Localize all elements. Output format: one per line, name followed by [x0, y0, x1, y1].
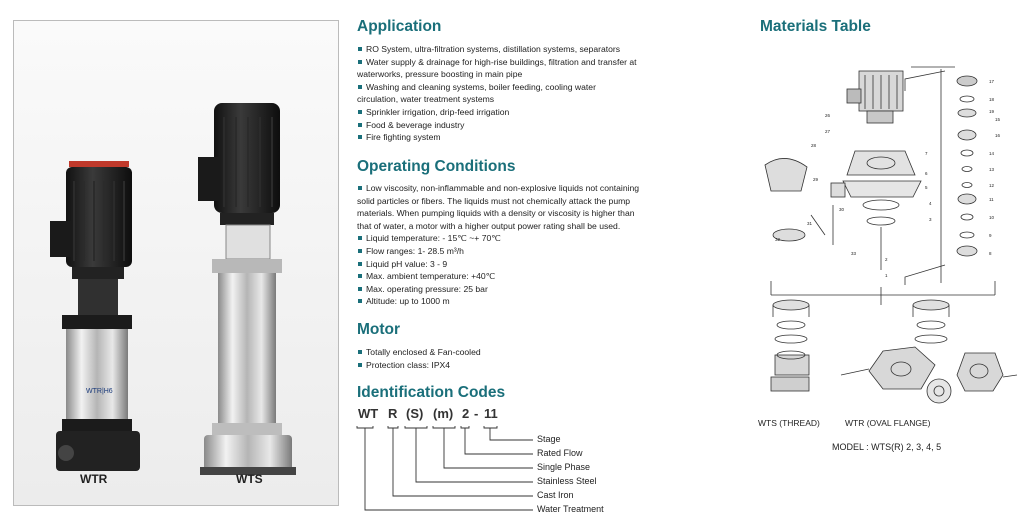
part-number-label: 8	[989, 251, 992, 256]
list-item: Max. operating pressure: 25 bar	[357, 283, 702, 296]
part-number-label: 10	[989, 215, 995, 220]
application-list	[357, 43, 702, 144]
list-item: RO System, ultra-filtration systems, distillation systems, separators	[357, 43, 702, 56]
operating-title: Operating Conditions	[357, 158, 516, 175]
list-item: Liquid temperature: - 15℃ ~+ 70℃	[357, 232, 702, 245]
identification-title: Identification Codes	[357, 384, 506, 401]
list-item: Water supply & drainage for high-rise buildings, filtration and transfer at	[357, 56, 702, 69]
part-number-label: 14	[989, 151, 995, 156]
motor-title: Motor	[357, 321, 401, 338]
part-number-label: 13	[989, 167, 995, 172]
list-item: Liquid pH value: 3 - 9	[357, 258, 702, 271]
part-number-label: 17	[989, 79, 995, 84]
caption-wtr-oval-flange: WTR (OVAL FLANGE)	[845, 418, 931, 428]
part-number-label: 30	[839, 207, 845, 212]
label-single-phase: Single Phase	[537, 462, 591, 472]
part-number-label: 28	[811, 143, 817, 148]
code-r: R	[388, 406, 398, 421]
part-number-label: 26	[825, 113, 831, 118]
list-item: Fire fighting system	[357, 131, 702, 144]
part-number-label: 12	[989, 183, 995, 188]
wts-label: WTS	[236, 472, 263, 486]
part-number-label: 1	[885, 273, 888, 278]
part-number-label: 31	[807, 221, 813, 226]
materials-title: Materials Table	[760, 18, 871, 35]
part-number-label: 2	[885, 257, 888, 262]
part-number-label: 16	[995, 133, 1001, 138]
part-number-label: 15	[995, 117, 1001, 122]
list-item-continuation: circulation, water treatment systems	[357, 94, 495, 105]
list-item: Washing and cleaning systems, boiler feeding, cooling water	[357, 81, 702, 94]
part-number-label: 3	[929, 217, 932, 222]
list-item: Altitude: up to 1000 m	[357, 295, 702, 308]
code-stage: 11	[484, 406, 498, 421]
label-water-treatment: Water Treatment	[537, 504, 604, 514]
part-number-label: 6	[925, 171, 928, 176]
list-item-continuation: solid particles or fibers. The liquids must not chemically attack the pump	[357, 195, 631, 206]
list-item: Totally enclosed & Fan-cooled	[357, 346, 657, 359]
application-title: Application	[357, 18, 442, 35]
list-item-continuation: that of water, a motor with a higher output power rating shall be used.	[357, 220, 621, 231]
label-rated-flow: Rated Flow	[537, 448, 583, 458]
part-number-label: 5	[925, 185, 928, 190]
label-stainless-steel: Stainless Steel	[537, 476, 597, 486]
part-number-label: 19	[989, 109, 995, 114]
exploded-view-diagram	[755, 55, 1020, 415]
part-number-label: 7	[925, 151, 928, 156]
wts-pump-image	[198, 103, 296, 475]
part-number-label: 9	[989, 233, 992, 238]
label-cast-iron: Cast Iron	[537, 490, 574, 500]
caption-wts-thread: WTS (THREAD)	[758, 418, 820, 428]
operating-list	[357, 182, 702, 308]
part-number-label: 27	[825, 129, 831, 134]
list-item-continuation: materials. When pumping liquids with a density or viscosity is higher than	[357, 208, 635, 219]
list-item: Max. ambient temperature: +40℃	[357, 270, 702, 283]
code-flow: 2	[462, 406, 470, 421]
label-stage: Stage	[537, 434, 561, 444]
list-item: Food & beverage industry	[357, 119, 702, 132]
part-number-label: 32	[775, 237, 781, 242]
list-item-continuation: waterworks, pressure boosting in main pipe	[357, 69, 523, 80]
code-s: (S)	[406, 406, 424, 421]
list-item: Protection class: IPX4	[357, 359, 657, 372]
part-number-label: 4	[929, 201, 932, 206]
pump-illustration	[14, 21, 340, 507]
code-wt: WT	[358, 406, 379, 421]
code-dash: -	[474, 406, 479, 421]
model-text: MODEL : WTS(R) 2, 3, 4, 5	[832, 442, 942, 452]
wtr-pump-image	[50, 161, 140, 471]
part-number-label: 29	[813, 177, 819, 182]
svg-text:WTR|H6: WTR|H6	[86, 388, 113, 395]
wtr-label: WTR	[80, 472, 108, 486]
pump-photo-panel	[13, 20, 339, 506]
list-item: Sprinkler irrigation, drip-feed irrigation	[357, 106, 702, 119]
part-number-label: 33	[851, 251, 857, 256]
code-m: (m)	[433, 406, 454, 421]
motor-list	[357, 346, 657, 371]
list-item: Low viscosity, non-inflammable and non-explosive liquids not containing	[357, 182, 702, 195]
part-number-label: 11	[989, 197, 994, 202]
part-number-label: 18	[989, 97, 995, 102]
list-item: Flow ranges: 1- 28.5 m³/h	[357, 245, 702, 258]
